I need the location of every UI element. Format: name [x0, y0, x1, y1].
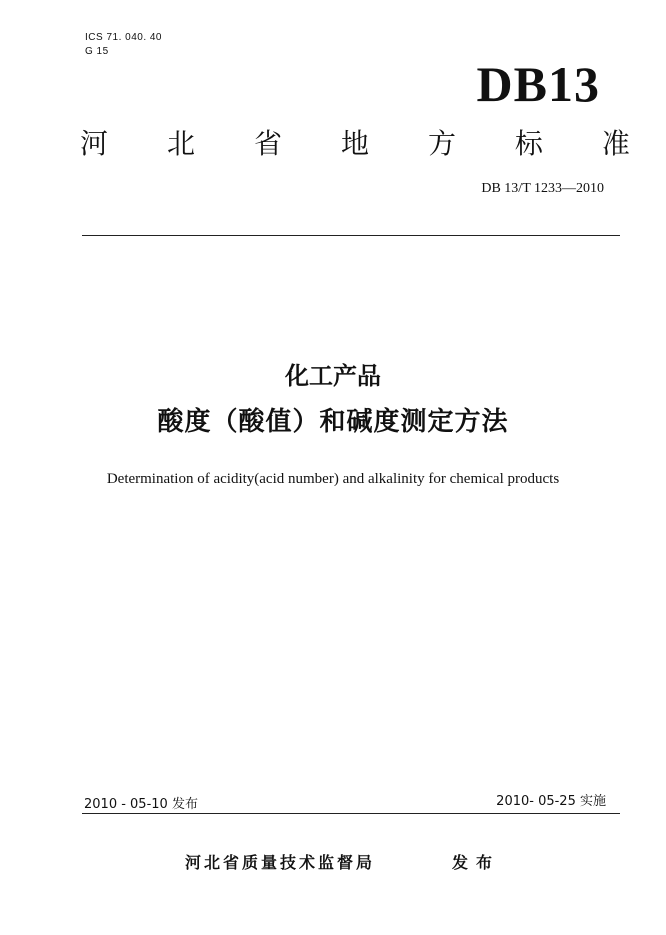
standard-number: DB 13/T 1233—2010	[481, 181, 604, 196]
issuing-authority: 河北省质量技术监督局	[185, 853, 376, 872]
standard-type	[80, 124, 630, 164]
issue-word: 发布	[452, 853, 501, 872]
db-code: DB13	[476, 56, 600, 112]
standard-type-char: 标	[514, 127, 543, 160]
english-title: Determination of acidity(acid number) and alkalinity for chemical products	[106, 471, 560, 487]
ics-code: ICS 71. 040. 40	[85, 32, 162, 43]
standard-type-char: 河	[80, 127, 109, 160]
title-line-1: 化工产品	[285, 362, 381, 390]
title-line-2: 酸度（酸值）和碱度测定方法	[157, 407, 509, 437]
standard-type-char: 地	[340, 127, 369, 160]
standard-type-char: 准	[601, 127, 630, 160]
issue-date: 2010 - 05-10 发布	[84, 797, 198, 812]
footer-divider	[82, 813, 620, 814]
standard-type-char: 北	[166, 127, 195, 160]
implementation-date: 2010- 05-25 实施	[496, 794, 606, 809]
standard-type-char: 方	[427, 127, 456, 160]
ccs-code: G 15	[85, 46, 109, 57]
header-divider	[82, 235, 620, 236]
standard-type-char: 省	[253, 127, 282, 160]
classification-codes	[85, 31, 162, 59]
